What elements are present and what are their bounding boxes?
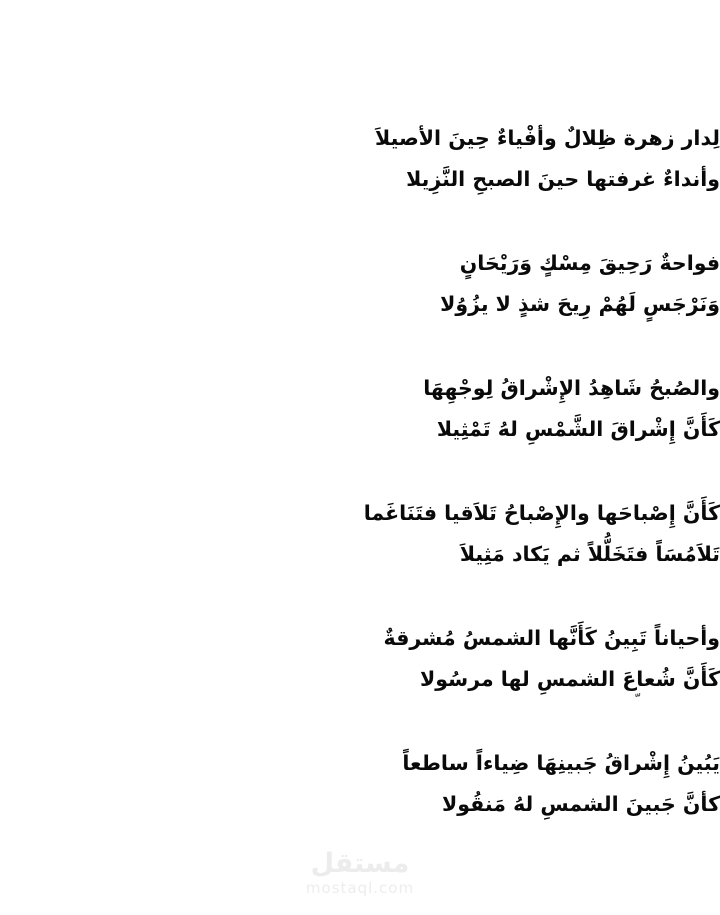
poem-verse: [0, 493, 720, 575]
verse-hemistich-first: كَأَنَّ إِصْباحَها والإِصْباحُ تَلاَقيا فتَنَاغَما: [363, 501, 720, 525]
watermark-domain-text: mostaql.com: [305, 879, 415, 897]
verse-spacer: [0, 200, 720, 243]
verse-hemistich-second: كَأَنَّ شُعاعَ الشمسِ لها مرسُولا: [419, 667, 720, 691]
verse-spacer: [0, 575, 720, 618]
verse-hemistich-first: يَبُينُ إِشْراقُ جَبينِهَا ضِياءاً ساطعاً: [402, 751, 720, 775]
verse-hemistich-second: وَنَرْجَسٍ لَهُمْ رِيحَ شذٍ لا يزُوُلا: [440, 292, 720, 316]
poem-body: [0, 118, 720, 825]
verse-spacer: [0, 325, 720, 368]
watermark: [0, 849, 720, 897]
watermark-logo-text: مستقل: [310, 848, 410, 879]
poem-verse: [0, 243, 720, 325]
verse-hemistich-second: كأنَّ جَبينَ الشمسِ لهُ مَنقُولا: [442, 792, 720, 816]
verse-hemistich-second: تَلاَمُسَاً فتَخَلُّلاً ثم يَكاد مَثِيلاَ: [459, 542, 720, 566]
poem-verse: [0, 368, 720, 450]
verse-hemistich-first: فواحةٌ رَحِيقَ مِسْكٍ وَرَيْحَانٍ: [459, 251, 720, 275]
verse-hemistich-second: وأنداءٌ غرفتها حينَ الصبحِ النَّزِيلا: [406, 167, 720, 191]
verse-hemistich-first: والصُبحُ شَاهِدُ الإِشْراقُ لِوجْهِهَا: [423, 376, 720, 400]
verse-hemistich-first: لِدار زهرة ظِلالٌ وأفْياءٌ حِينَ الأصيلاَ: [375, 126, 720, 150]
poem-verse: [0, 118, 720, 200]
verse-spacer: [0, 450, 720, 493]
verse-spacer: [0, 700, 720, 743]
verse-hemistich-first: وأحياناً تَبِينُ كَأَنَّها الشمسُ مُشرقةٌ: [383, 626, 720, 650]
poem-verse: [0, 743, 720, 825]
verse-hemistich-second: كَأَنَّ إِشْراقَ الشَّمْسِ لهُ تَمْثِيلا: [436, 417, 720, 441]
poem-verse: [0, 618, 720, 700]
